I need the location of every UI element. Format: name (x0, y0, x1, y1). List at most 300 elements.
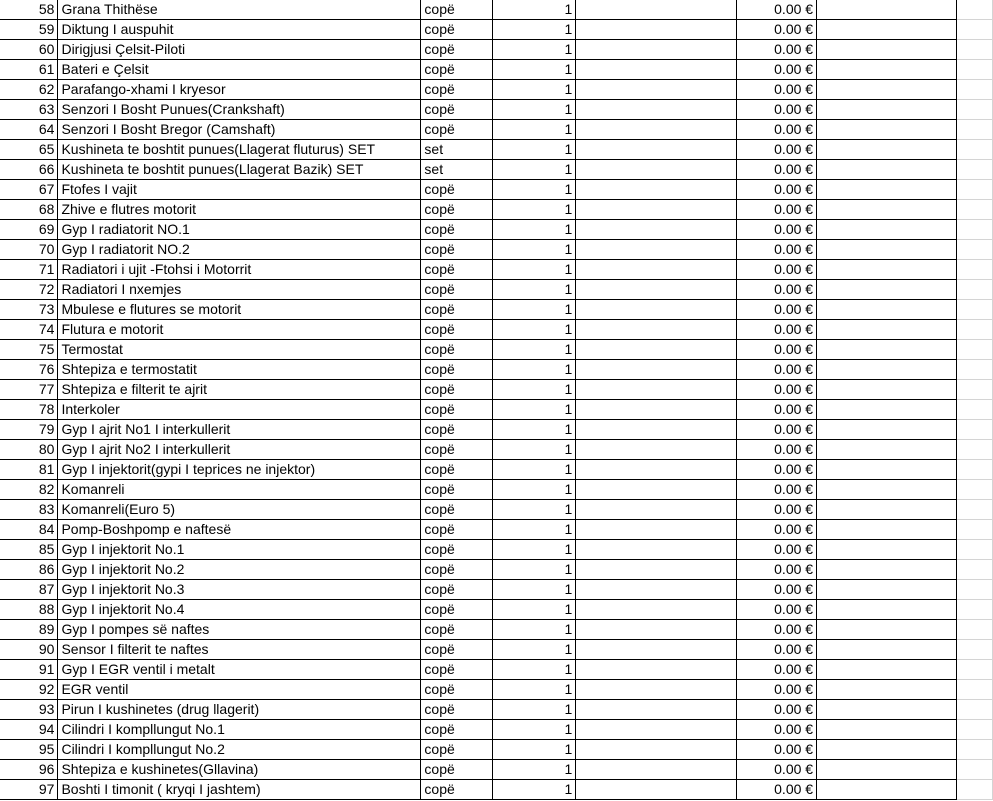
total-cell[interactable]: 0.00 € (737, 440, 817, 460)
unit-cell[interactable]: copë (421, 300, 493, 320)
quantity-cell[interactable]: 1 (493, 760, 576, 780)
note-cell[interactable] (817, 580, 957, 600)
unit-cell[interactable]: copë (421, 700, 493, 720)
unit-cell[interactable]: copë (421, 20, 493, 40)
empty-cell[interactable] (956, 220, 992, 240)
price-cell[interactable] (576, 160, 737, 180)
row-number-cell[interactable]: 58 (0, 0, 58, 20)
price-cell[interactable] (576, 380, 737, 400)
note-cell[interactable] (817, 640, 957, 660)
total-cell[interactable]: 0.00 € (737, 400, 817, 420)
total-cell[interactable]: 0.00 € (737, 320, 817, 340)
total-cell[interactable]: 0.00 € (737, 480, 817, 500)
note-cell[interactable] (817, 280, 957, 300)
row-number-cell[interactable]: 65 (0, 140, 58, 160)
row-number-cell[interactable]: 63 (0, 100, 58, 120)
empty-cell[interactable] (956, 160, 992, 180)
note-cell[interactable] (817, 420, 957, 440)
price-cell[interactable] (576, 0, 737, 20)
price-cell[interactable] (576, 120, 737, 140)
item-name-cell[interactable]: Gyp I injektorit No.4 (58, 600, 421, 620)
item-name-cell[interactable]: Pomp-Boshpomp e naftesë (58, 520, 421, 540)
price-cell[interactable] (576, 480, 737, 500)
item-name-cell[interactable]: Gyp I radiatorit NO.2 (58, 240, 421, 260)
item-name-cell[interactable]: Senzori I Bosht Bregor (Camshaft) (58, 120, 421, 140)
unit-cell[interactable]: copë (421, 460, 493, 480)
price-cell[interactable] (576, 40, 737, 60)
empty-cell[interactable] (956, 40, 992, 60)
total-cell[interactable]: 0.00 € (737, 780, 817, 800)
quantity-cell[interactable]: 1 (493, 260, 576, 280)
empty-cell[interactable] (956, 460, 992, 480)
total-cell[interactable]: 0.00 € (737, 600, 817, 620)
quantity-cell[interactable]: 1 (493, 460, 576, 480)
total-cell[interactable]: 0.00 € (737, 520, 817, 540)
unit-cell[interactable]: copë (421, 380, 493, 400)
quantity-cell[interactable]: 1 (493, 440, 576, 460)
empty-cell[interactable] (956, 240, 992, 260)
note-cell[interactable] (817, 220, 957, 240)
unit-cell[interactable]: copë (421, 80, 493, 100)
note-cell[interactable] (817, 120, 957, 140)
item-name-cell[interactable]: Dirigjusi Çelsit-Piloti (58, 40, 421, 60)
price-cell[interactable] (576, 60, 737, 80)
quantity-cell[interactable]: 1 (493, 700, 576, 720)
note-cell[interactable] (817, 140, 957, 160)
note-cell[interactable] (817, 700, 957, 720)
unit-cell[interactable]: copë (421, 340, 493, 360)
quantity-cell[interactable]: 1 (493, 280, 576, 300)
note-cell[interactable] (817, 80, 957, 100)
price-cell[interactable] (576, 660, 737, 680)
row-number-cell[interactable]: 83 (0, 500, 58, 520)
empty-cell[interactable] (956, 720, 992, 740)
quantity-cell[interactable]: 1 (493, 180, 576, 200)
empty-cell[interactable] (956, 620, 992, 640)
quantity-cell[interactable]: 1 (493, 620, 576, 640)
price-cell[interactable] (576, 720, 737, 740)
unit-cell[interactable]: copë (421, 520, 493, 540)
total-cell[interactable]: 0.00 € (737, 740, 817, 760)
unit-cell[interactable]: copë (421, 120, 493, 140)
empty-cell[interactable] (956, 100, 992, 120)
row-number-cell[interactable]: 92 (0, 680, 58, 700)
item-name-cell[interactable]: Mbulese e flutures se motorit (58, 300, 421, 320)
row-number-cell[interactable]: 62 (0, 80, 58, 100)
quantity-cell[interactable]: 1 (493, 140, 576, 160)
unit-cell[interactable]: copë (421, 640, 493, 660)
note-cell[interactable] (817, 300, 957, 320)
empty-cell[interactable] (956, 740, 992, 760)
total-cell[interactable]: 0.00 € (737, 700, 817, 720)
price-cell[interactable] (576, 420, 737, 440)
note-cell[interactable] (817, 100, 957, 120)
total-cell[interactable]: 0.00 € (737, 360, 817, 380)
note-cell[interactable] (817, 720, 957, 740)
empty-cell[interactable] (956, 300, 992, 320)
row-number-cell[interactable]: 86 (0, 560, 58, 580)
row-number-cell[interactable]: 60 (0, 40, 58, 60)
note-cell[interactable] (817, 680, 957, 700)
price-cell[interactable] (576, 560, 737, 580)
price-cell[interactable] (576, 220, 737, 240)
row-number-cell[interactable]: 61 (0, 60, 58, 80)
price-cell[interactable] (576, 520, 737, 540)
note-cell[interactable] (817, 260, 957, 280)
row-number-cell[interactable]: 59 (0, 20, 58, 40)
empty-cell[interactable] (956, 440, 992, 460)
total-cell[interactable]: 0.00 € (737, 500, 817, 520)
row-number-cell[interactable]: 73 (0, 300, 58, 320)
row-number-cell[interactable]: 93 (0, 700, 58, 720)
quantity-cell[interactable]: 1 (493, 380, 576, 400)
total-cell[interactable]: 0.00 € (737, 680, 817, 700)
empty-cell[interactable] (956, 20, 992, 40)
quantity-cell[interactable]: 1 (493, 780, 576, 800)
empty-cell[interactable] (956, 340, 992, 360)
row-number-cell[interactable]: 96 (0, 760, 58, 780)
empty-cell[interactable] (956, 400, 992, 420)
quantity-cell[interactable]: 1 (493, 220, 576, 240)
unit-cell[interactable]: copë (421, 660, 493, 680)
empty-cell[interactable] (956, 540, 992, 560)
row-number-cell[interactable]: 71 (0, 260, 58, 280)
row-number-cell[interactable]: 84 (0, 520, 58, 540)
total-cell[interactable]: 0.00 € (737, 20, 817, 40)
note-cell[interactable] (817, 60, 957, 80)
unit-cell[interactable]: copë (421, 440, 493, 460)
item-name-cell[interactable]: Cilindri I kompllungut No.1 (58, 720, 421, 740)
quantity-cell[interactable]: 1 (493, 340, 576, 360)
item-name-cell[interactable]: Pirun I kushinetes (drug llagerit) (58, 700, 421, 720)
quantity-cell[interactable]: 1 (493, 20, 576, 40)
quantity-cell[interactable]: 1 (493, 160, 576, 180)
empty-cell[interactable] (956, 760, 992, 780)
row-number-cell[interactable]: 67 (0, 180, 58, 200)
unit-cell[interactable]: copë (421, 260, 493, 280)
item-name-cell[interactable]: Sensor I filterit te naftes (58, 640, 421, 660)
row-number-cell[interactable]: 89 (0, 620, 58, 640)
quantity-cell[interactable]: 1 (493, 120, 576, 140)
unit-cell[interactable]: copë (421, 400, 493, 420)
total-cell[interactable]: 0.00 € (737, 460, 817, 480)
row-number-cell[interactable]: 74 (0, 320, 58, 340)
total-cell[interactable]: 0.00 € (737, 260, 817, 280)
total-cell[interactable]: 0.00 € (737, 660, 817, 680)
price-cell[interactable] (576, 320, 737, 340)
price-cell[interactable] (576, 780, 737, 800)
total-cell[interactable]: 0.00 € (737, 240, 817, 260)
item-name-cell[interactable]: Kushineta te boshtit punues(Llagerat fluturus) SET (58, 140, 421, 160)
row-number-cell[interactable]: 75 (0, 340, 58, 360)
empty-cell[interactable] (956, 520, 992, 540)
empty-cell[interactable] (956, 700, 992, 720)
quantity-cell[interactable]: 1 (493, 720, 576, 740)
unit-cell[interactable]: copë (421, 180, 493, 200)
quantity-cell[interactable]: 1 (493, 100, 576, 120)
note-cell[interactable] (817, 340, 957, 360)
item-name-cell[interactable]: Gyp I injektorit No.1 (58, 540, 421, 560)
unit-cell[interactable]: copë (421, 60, 493, 80)
row-number-cell[interactable]: 97 (0, 780, 58, 800)
unit-cell[interactable]: copë (421, 740, 493, 760)
item-name-cell[interactable]: Gyp I pompes së naftes (58, 620, 421, 640)
unit-cell[interactable]: set (421, 140, 493, 160)
total-cell[interactable]: 0.00 € (737, 340, 817, 360)
item-name-cell[interactable]: Gyp I injektorit No.3 (58, 580, 421, 600)
note-cell[interactable] (817, 500, 957, 520)
price-cell[interactable] (576, 740, 737, 760)
row-number-cell[interactable]: 64 (0, 120, 58, 140)
row-number-cell[interactable]: 82 (0, 480, 58, 500)
empty-cell[interactable] (956, 480, 992, 500)
row-number-cell[interactable]: 76 (0, 360, 58, 380)
row-number-cell[interactable]: 78 (0, 400, 58, 420)
quantity-cell[interactable]: 1 (493, 520, 576, 540)
unit-cell[interactable]: copë (421, 560, 493, 580)
note-cell[interactable] (817, 440, 957, 460)
note-cell[interactable] (817, 400, 957, 420)
item-name-cell[interactable]: Gyp I ajrit No1 I interkullerit (58, 420, 421, 440)
price-cell[interactable] (576, 540, 737, 560)
item-name-cell[interactable]: Parafango-xhami I kryesor (58, 80, 421, 100)
note-cell[interactable] (817, 740, 957, 760)
item-name-cell[interactable]: Flutura e motorit (58, 320, 421, 340)
total-cell[interactable]: 0.00 € (737, 420, 817, 440)
empty-cell[interactable] (956, 680, 992, 700)
price-cell[interactable] (576, 240, 737, 260)
item-name-cell[interactable]: Radiatori i ujit -Ftohsi i Motorrit (58, 260, 421, 280)
note-cell[interactable] (817, 780, 957, 800)
price-cell[interactable] (576, 100, 737, 120)
quantity-cell[interactable]: 1 (493, 200, 576, 220)
quantity-cell[interactable]: 1 (493, 600, 576, 620)
note-cell[interactable] (817, 760, 957, 780)
total-cell[interactable]: 0.00 € (737, 560, 817, 580)
price-cell[interactable] (576, 580, 737, 600)
quantity-cell[interactable]: 1 (493, 240, 576, 260)
price-cell[interactable] (576, 200, 737, 220)
note-cell[interactable] (817, 380, 957, 400)
unit-cell[interactable]: copë (421, 220, 493, 240)
unit-cell[interactable]: copë (421, 280, 493, 300)
item-name-cell[interactable]: Zhive e flutres motorit (58, 200, 421, 220)
total-cell[interactable]: 0.00 € (737, 300, 817, 320)
unit-cell[interactable]: copë (421, 40, 493, 60)
empty-cell[interactable] (956, 260, 992, 280)
price-cell[interactable] (576, 680, 737, 700)
quantity-cell[interactable]: 1 (493, 640, 576, 660)
price-cell[interactable] (576, 340, 737, 360)
price-cell[interactable] (576, 80, 737, 100)
price-cell[interactable] (576, 260, 737, 280)
note-cell[interactable] (817, 540, 957, 560)
unit-cell[interactable]: copë (421, 620, 493, 640)
empty-cell[interactable] (956, 200, 992, 220)
price-cell[interactable] (576, 180, 737, 200)
unit-cell[interactable]: copë (421, 540, 493, 560)
item-name-cell[interactable]: Diktung I auspuhit (58, 20, 421, 40)
item-name-cell[interactable]: Radiatori I nxemjes (58, 280, 421, 300)
row-number-cell[interactable]: 85 (0, 540, 58, 560)
item-name-cell[interactable]: Komanreli(Euro 5) (58, 500, 421, 520)
empty-cell[interactable] (956, 780, 992, 800)
quantity-cell[interactable]: 1 (493, 420, 576, 440)
empty-cell[interactable] (956, 280, 992, 300)
item-name-cell[interactable]: Gyp I EGR ventil i metalt (58, 660, 421, 680)
empty-cell[interactable] (956, 0, 992, 20)
total-cell[interactable]: 0.00 € (737, 60, 817, 80)
price-cell[interactable] (576, 360, 737, 380)
unit-cell[interactable]: copë (421, 760, 493, 780)
unit-cell[interactable]: copë (421, 600, 493, 620)
price-cell[interactable] (576, 600, 737, 620)
unit-cell[interactable]: copë (421, 0, 493, 20)
total-cell[interactable]: 0.00 € (737, 720, 817, 740)
unit-cell[interactable]: copë (421, 580, 493, 600)
item-name-cell[interactable]: Cilindri I kompllungut No.2 (58, 740, 421, 760)
item-name-cell[interactable]: Gyp I injektorit(gypi I teprices ne injektor) (58, 460, 421, 480)
row-number-cell[interactable]: 90 (0, 640, 58, 660)
row-number-cell[interactable]: 77 (0, 380, 58, 400)
row-number-cell[interactable]: 68 (0, 200, 58, 220)
note-cell[interactable] (817, 600, 957, 620)
note-cell[interactable] (817, 180, 957, 200)
quantity-cell[interactable]: 1 (493, 360, 576, 380)
quantity-cell[interactable]: 1 (493, 80, 576, 100)
item-name-cell[interactable]: Komanreli (58, 480, 421, 500)
unit-cell[interactable]: copë (421, 780, 493, 800)
empty-cell[interactable] (956, 80, 992, 100)
empty-cell[interactable] (956, 580, 992, 600)
price-cell[interactable] (576, 20, 737, 40)
note-cell[interactable] (817, 320, 957, 340)
item-name-cell[interactable]: Senzori I Bosht Punues(Crankshaft) (58, 100, 421, 120)
unit-cell[interactable]: copë (421, 200, 493, 220)
item-name-cell[interactable]: Gyp I radiatorit NO.1 (58, 220, 421, 240)
empty-cell[interactable] (956, 560, 992, 580)
total-cell[interactable]: 0.00 € (737, 540, 817, 560)
note-cell[interactable] (817, 160, 957, 180)
item-name-cell[interactable]: Grana Thithëse (58, 0, 421, 20)
total-cell[interactable]: 0.00 € (737, 380, 817, 400)
item-name-cell[interactable]: Boshti I timonit ( kryqi I jashtem) (58, 780, 421, 800)
quantity-cell[interactable]: 1 (493, 0, 576, 20)
price-cell[interactable] (576, 760, 737, 780)
unit-cell[interactable]: copë (421, 500, 493, 520)
empty-cell[interactable] (956, 500, 992, 520)
empty-cell[interactable] (956, 380, 992, 400)
item-name-cell[interactable]: Gyp I ajrit No2 I interkullerit (58, 440, 421, 460)
unit-cell[interactable]: set (421, 160, 493, 180)
empty-cell[interactable] (956, 420, 992, 440)
quantity-cell[interactable]: 1 (493, 680, 576, 700)
unit-cell[interactable]: copë (421, 680, 493, 700)
row-number-cell[interactable]: 72 (0, 280, 58, 300)
quantity-cell[interactable]: 1 (493, 480, 576, 500)
note-cell[interactable] (817, 40, 957, 60)
total-cell[interactable]: 0.00 € (737, 620, 817, 640)
total-cell[interactable]: 0.00 € (737, 220, 817, 240)
quantity-cell[interactable]: 1 (493, 500, 576, 520)
empty-cell[interactable] (956, 120, 992, 140)
item-name-cell[interactable]: Interkoler (58, 400, 421, 420)
note-cell[interactable] (817, 620, 957, 640)
total-cell[interactable]: 0.00 € (737, 0, 817, 20)
price-cell[interactable] (576, 460, 737, 480)
empty-cell[interactable] (956, 320, 992, 340)
total-cell[interactable]: 0.00 € (737, 580, 817, 600)
total-cell[interactable]: 0.00 € (737, 80, 817, 100)
price-cell[interactable] (576, 640, 737, 660)
quantity-cell[interactable]: 1 (493, 580, 576, 600)
empty-cell[interactable] (956, 600, 992, 620)
row-number-cell[interactable]: 66 (0, 160, 58, 180)
price-cell[interactable] (576, 400, 737, 420)
total-cell[interactable]: 0.00 € (737, 200, 817, 220)
unit-cell[interactable]: copë (421, 360, 493, 380)
note-cell[interactable] (817, 480, 957, 500)
total-cell[interactable]: 0.00 € (737, 280, 817, 300)
note-cell[interactable] (817, 460, 957, 480)
total-cell[interactable]: 0.00 € (737, 180, 817, 200)
total-cell[interactable]: 0.00 € (737, 640, 817, 660)
unit-cell[interactable]: copë (421, 480, 493, 500)
total-cell[interactable]: 0.00 € (737, 40, 817, 60)
price-cell[interactable] (576, 700, 737, 720)
empty-cell[interactable] (956, 660, 992, 680)
empty-cell[interactable] (956, 180, 992, 200)
total-cell[interactable]: 0.00 € (737, 120, 817, 140)
total-cell[interactable]: 0.00 € (737, 160, 817, 180)
unit-cell[interactable]: copë (421, 240, 493, 260)
quantity-cell[interactable]: 1 (493, 320, 576, 340)
quantity-cell[interactable]: 1 (493, 300, 576, 320)
item-name-cell[interactable]: Shtepiza e termostatit (58, 360, 421, 380)
total-cell[interactable]: 0.00 € (737, 140, 817, 160)
price-cell[interactable] (576, 300, 737, 320)
empty-cell[interactable] (956, 360, 992, 380)
row-number-cell[interactable]: 70 (0, 240, 58, 260)
quantity-cell[interactable]: 1 (493, 740, 576, 760)
row-number-cell[interactable]: 81 (0, 460, 58, 480)
row-number-cell[interactable]: 95 (0, 740, 58, 760)
empty-cell[interactable] (956, 640, 992, 660)
note-cell[interactable] (817, 360, 957, 380)
item-name-cell[interactable]: EGR ventil (58, 680, 421, 700)
row-number-cell[interactable]: 80 (0, 440, 58, 460)
empty-cell[interactable] (956, 140, 992, 160)
row-number-cell[interactable]: 69 (0, 220, 58, 240)
row-number-cell[interactable]: 91 (0, 660, 58, 680)
row-number-cell[interactable]: 87 (0, 580, 58, 600)
note-cell[interactable] (817, 20, 957, 40)
item-name-cell[interactable]: Ftofes I vajit (58, 180, 421, 200)
unit-cell[interactable]: copë (421, 420, 493, 440)
price-cell[interactable] (576, 140, 737, 160)
total-cell[interactable]: 0.00 € (737, 760, 817, 780)
total-cell[interactable]: 0.00 € (737, 100, 817, 120)
item-name-cell[interactable]: Gyp I injektorit No.2 (58, 560, 421, 580)
price-cell[interactable] (576, 280, 737, 300)
row-number-cell[interactable]: 88 (0, 600, 58, 620)
note-cell[interactable] (817, 0, 957, 20)
item-name-cell[interactable]: Shtepiza e kushinetes(Gllavina) (58, 760, 421, 780)
note-cell[interactable] (817, 240, 957, 260)
row-number-cell[interactable]: 94 (0, 720, 58, 740)
quantity-cell[interactable]: 1 (493, 400, 576, 420)
item-name-cell[interactable]: Kushineta te boshtit punues(Llagerat Bazik) SET (58, 160, 421, 180)
